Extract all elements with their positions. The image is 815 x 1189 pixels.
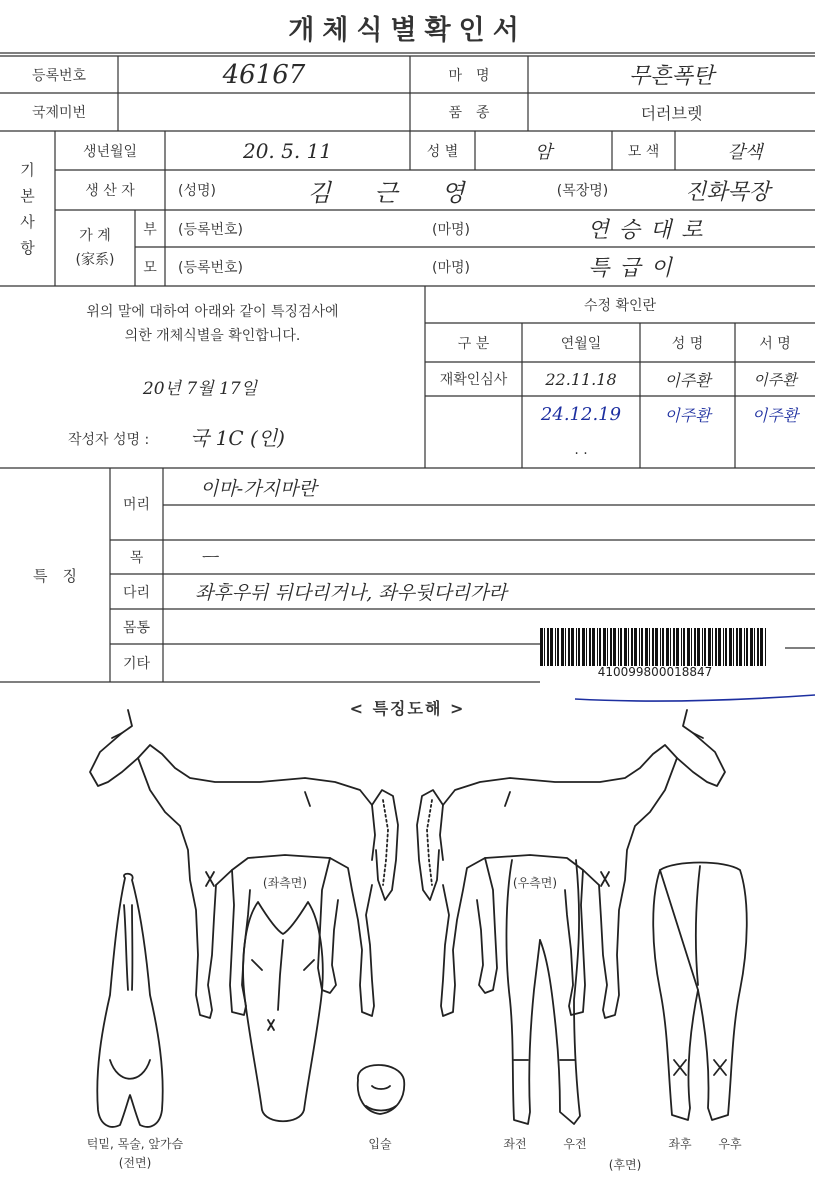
revision-row-1-sign: 이주환	[753, 370, 797, 389]
rear-view-drawing	[653, 863, 747, 1121]
breed-value: 더러브렛	[640, 103, 703, 123]
feature-leg-value: 좌후우뒤 뒤다리거나, 좌우뒷다리가라	[195, 582, 507, 604]
revision-title: 수정 확인란	[583, 297, 657, 314]
feature-leg-label: 다리	[122, 584, 151, 601]
left-side-horse-drawing	[90, 710, 398, 1018]
rear-caption: (후면)	[608, 1157, 642, 1172]
revision-header-date: 연월일	[560, 335, 602, 352]
birth-value: 20. 5. 11	[242, 138, 333, 163]
revision-row-2-date: 24.12.19	[540, 403, 622, 425]
birth-label: 생년월일	[82, 143, 138, 160]
pedigree-label-text: 가 계	[79, 228, 111, 244]
horse-name-value: 무흔폭탄	[628, 64, 714, 89]
author-signature: 국 1C (인)	[190, 425, 285, 450]
sire-reg-label: (등록번호)	[178, 221, 244, 238]
revision-row-1-type: 재확인심사	[439, 372, 508, 388]
lips-drawing	[358, 1065, 405, 1114]
sire-name-label: (마명)	[432, 221, 470, 238]
features-section-label: 특 징	[33, 566, 77, 585]
front-legs-drawing	[506, 860, 580, 1124]
feature-head-value: 이마-가지마란	[200, 477, 317, 500]
dam-reg-label: (등록번호)	[178, 259, 244, 276]
producer-name-label: (성명)	[178, 183, 216, 199]
feature-etc-label: 기타	[122, 656, 151, 672]
producer-name-value: 김 근 영	[307, 178, 483, 207]
intl-no-label: 국제미번	[31, 105, 87, 121]
farm-value: 진화목장	[684, 179, 770, 205]
producer-label: 생 산 자	[85, 183, 135, 199]
sire-name-value: 연승대로	[587, 218, 713, 243]
confirm-date: 20년 7월 17일	[142, 378, 258, 399]
lips-label: 입술	[368, 1136, 392, 1151]
barcode-number: 410099800018847	[597, 665, 713, 679]
horse-name-label: 마 명	[448, 67, 490, 84]
document-title: 개체식별확인서	[288, 15, 527, 46]
rear-left-leg-label: 좌후	[668, 1136, 692, 1151]
diagram-title: < 특징도해 >	[349, 698, 466, 718]
revision-header-name: 성 명	[671, 335, 704, 352]
front-caption-line-2: (전면)	[118, 1155, 152, 1170]
front-right-leg-label: 우전	[563, 1136, 587, 1151]
sex-label: 성 별	[426, 143, 459, 160]
author-label: 작성자 성명 :	[68, 432, 150, 448]
basic-section-char-4: 항	[20, 238, 35, 257]
revision-row-2-name: 이주환	[664, 405, 711, 425]
feature-head-label: 머리	[122, 497, 151, 513]
front-caption-line-1: 턱밑, 목술, 앞가슴	[86, 1136, 184, 1151]
basic-section-char-3: 사	[20, 212, 35, 231]
revision-header-sign: 서 명	[759, 335, 791, 352]
sire-label: 부	[143, 221, 157, 238]
color-label: 모 색	[627, 143, 660, 160]
revision-row-3-date: . .	[574, 442, 588, 458]
revision-header-type: 구 분	[457, 335, 490, 352]
right-side-label: (우측면)	[512, 875, 558, 890]
reg-no-label: 등록번호	[31, 67, 87, 84]
dam-name-value: 특급이	[588, 256, 682, 281]
rear-right-leg-label: 우후	[718, 1136, 742, 1151]
dam-name-label: (마명)	[432, 259, 470, 276]
basic-section-char-2: 본	[20, 186, 35, 205]
color-value: 갈색	[727, 141, 763, 163]
sex-value: 암	[534, 141, 553, 163]
farm-label: (목장명)	[556, 183, 609, 199]
head-front-view-drawing	[243, 902, 323, 1121]
feature-body-label: 몸통	[122, 619, 151, 636]
feature-neck-value: ㅡ	[200, 548, 218, 569]
feature-neck-label: 목	[129, 550, 144, 566]
front-view-drawing	[97, 874, 162, 1127]
revision-row-1-date: 22.11.18	[545, 369, 617, 389]
revision-row-1-name: 이주환	[664, 370, 711, 390]
front-left-leg-label: 좌전	[503, 1136, 527, 1151]
confirm-text-line-2: 의한 개체식별을 확인합니다.	[124, 328, 301, 344]
left-side-label: (좌측면)	[262, 875, 308, 890]
basic-section-char-1: 기	[20, 160, 35, 179]
reg-no-value: 46167	[222, 59, 306, 90]
pedigree-label-sub: (家系)	[75, 252, 115, 268]
confirm-text-line-1: 위의 말에 대하여 아래와 같이 특징검사에	[86, 304, 339, 320]
revision-row-2-sign: 이주환	[751, 405, 799, 425]
breed-label: 품 종	[448, 105, 490, 121]
dam-label: 모	[143, 259, 157, 276]
